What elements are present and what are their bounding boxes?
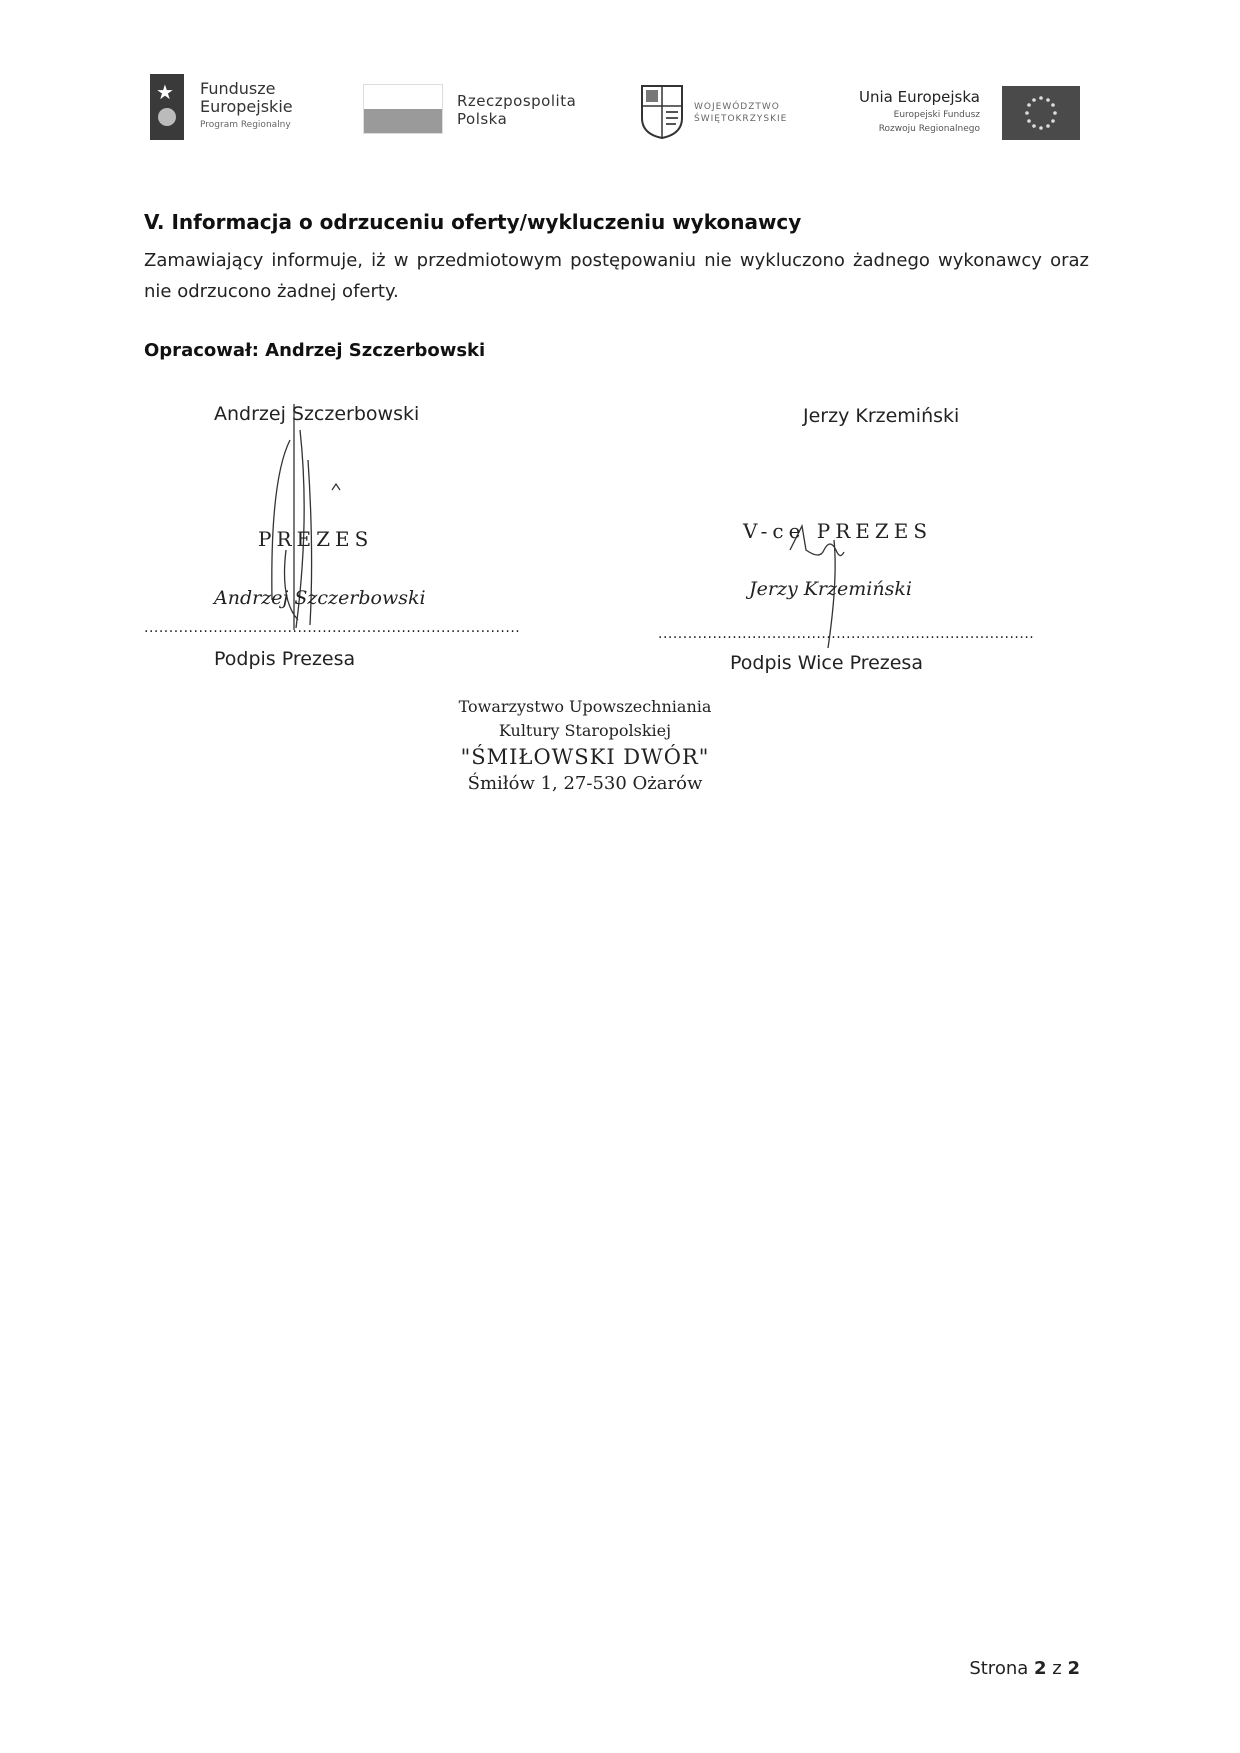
org-stamp-line3: "ŚMIŁOWSKI DWÓR"	[460, 745, 710, 769]
section-paragraph: Zamawiający informuje, iż w przedmiotowym postępowaniu nie wykluczono żadnego wykonawcy oraz nie odrzucono żadnej oferty.	[144, 250, 1089, 302]
unia-logo-line3: Rozwoju Regionalnego	[878, 124, 980, 134]
left-stamp-name: Andrzej Szczerbowski	[214, 587, 426, 609]
right-stamp-role: V-ce PREZES	[743, 519, 933, 543]
page-number-prefix: Strona	[969, 1658, 1029, 1679]
page-number	[969, 1658, 1080, 1679]
polish-flag-icon	[363, 84, 443, 134]
page-number-total: 2	[1067, 1658, 1080, 1679]
unia-europejska-logo	[840, 86, 1080, 142]
left-signature-line: ............................................................................	[144, 620, 521, 636]
wojewodztwo-logo-line2: ŚWIĘTOKRZYSKIE	[694, 114, 788, 124]
organization-stamp	[440, 695, 730, 797]
unia-logo-line2: Europejski Fundusz	[893, 110, 980, 120]
org-stamp-line4: Śmiłów 1, 27-530 Ożarów	[467, 773, 703, 794]
fundusze-europejskie-logo	[150, 74, 330, 140]
left-signature-caption: Podpis Prezesa	[214, 648, 356, 670]
right-signature-line: ............................................................................	[658, 626, 1035, 642]
fundusze-logo-line3: Program Regionalny	[200, 120, 291, 130]
fundusze-logo-line2: Europejskie	[200, 97, 293, 116]
fundusze-star-icon: ★	[150, 74, 184, 140]
left-stamp-role: PREZES	[258, 527, 374, 551]
wojewodztwo-logo-line1: WOJEWÓDZTWO	[694, 102, 780, 112]
right-stamp-name: Jerzy Krzemiński	[749, 578, 912, 600]
eu-flag-icon	[1002, 86, 1080, 140]
rzeczpospolita-logo-line1: Rzeczpospolita	[457, 92, 577, 110]
fundusze-logo-line1: Fundusze	[200, 79, 276, 98]
prepared-by: Opracował: Andrzej Szczerbowski	[144, 340, 486, 361]
wojewodztwo-swietokrzyskie-logo	[640, 84, 800, 140]
org-stamp-line1: Towarzystwo Upowszechniania	[458, 697, 712, 716]
crest-icon	[640, 84, 684, 140]
right-signature-caption: Podpis Wice Prezesa	[730, 652, 923, 674]
right-signatory-name: Jerzy Krzemiński	[803, 405, 960, 427]
unia-logo-line1: Unia Europejska	[859, 88, 980, 106]
org-stamp-line2: Kultury Staropolskiej	[498, 721, 672, 740]
page-number-current: 2	[1034, 1658, 1047, 1679]
page-number-separator: z	[1052, 1658, 1062, 1679]
section-title: V. Informacja o odrzuceniu oferty/wykluczeniu wykonawcy	[144, 210, 802, 234]
rzeczpospolita-polska-logo	[363, 84, 593, 134]
left-signatory-name: Andrzej Szczerbowski	[214, 403, 420, 425]
rzeczpospolita-logo-line2: Polska	[457, 110, 508, 128]
